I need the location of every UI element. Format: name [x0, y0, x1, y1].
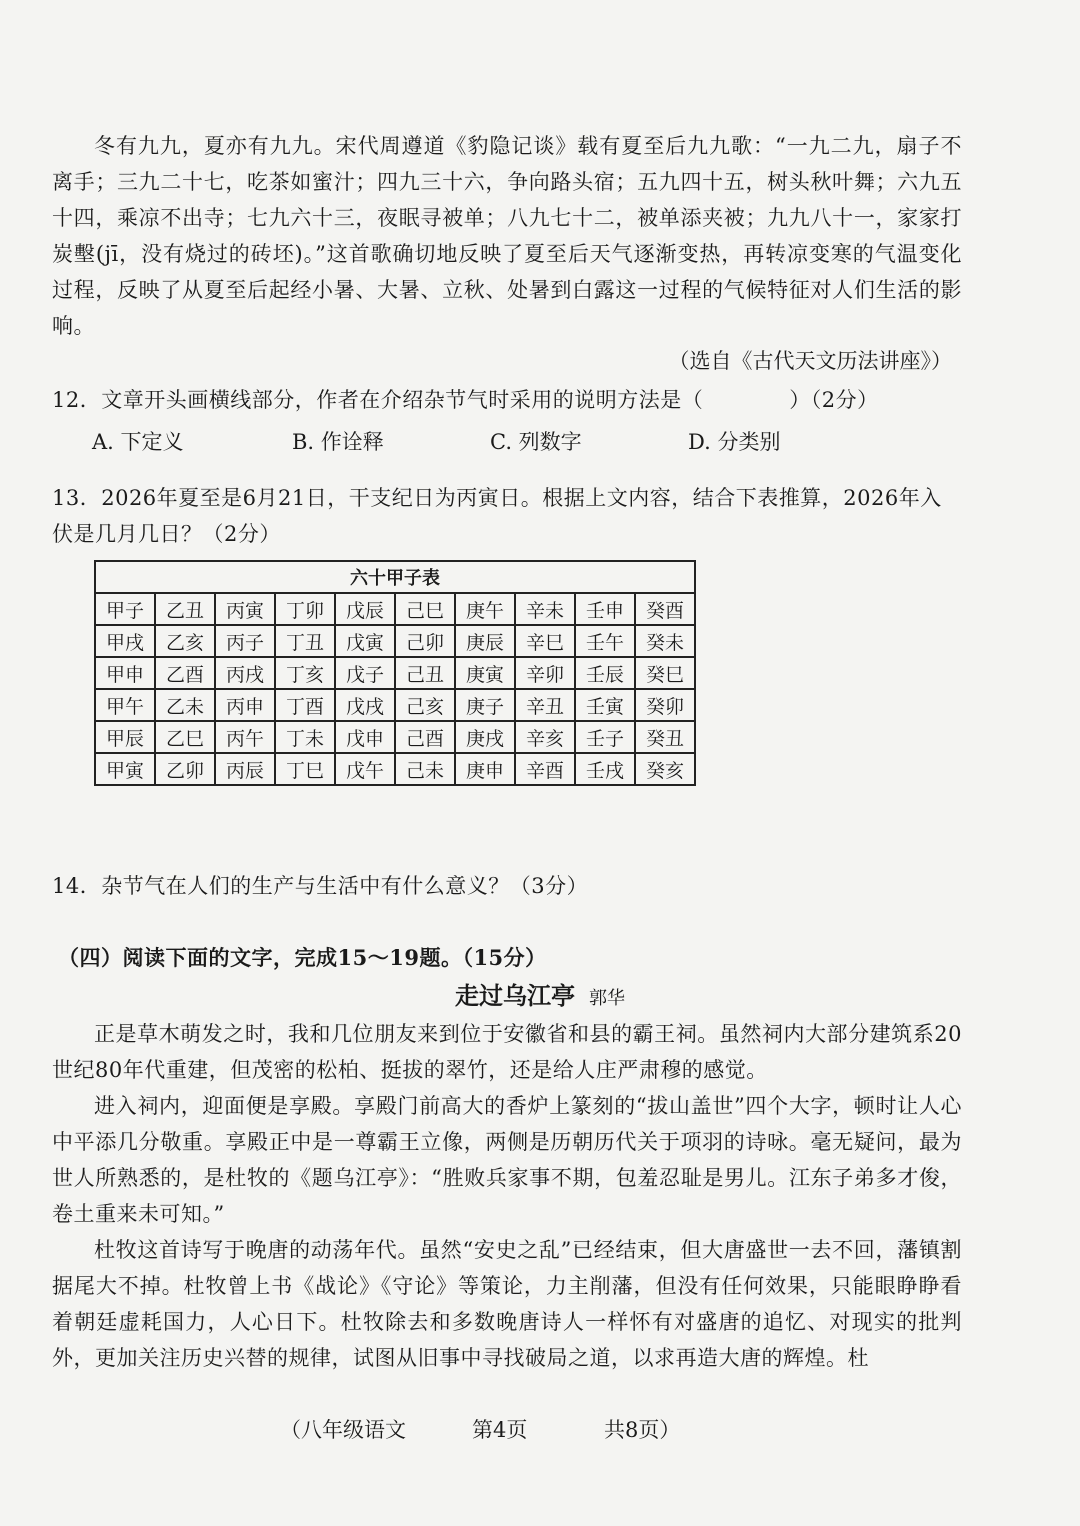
table-cell: 癸卯 — [635, 689, 695, 721]
table-cell: 乙酉 — [155, 657, 215, 689]
top-paragraph: 冬有九九，夏亦有九九。宋代周遵道《豹隐记谈》载有夏至后九九歌：“一九二九，扇子不离手；三九二十七，吃茶如蜜汁；四九三十六，争向路头宿；五九四十五，树头秋叶舞；六九五十四，乘凉不出寺；七九六十三，夜眠寻被单；八九七十二，被单添夹被；九九八十一，家家打炭墼(jī，没有烧过的砖坯)。”这首歌确切地反映了夏至后天气逐渐变热，再转凉变寒的气温变化过程，反映了从夏至后起经小暑、大暑、立秋、处暑到白露这一过程的气候特征对人们生活的影响。 — [52, 134, 962, 338]
article-paragraph: 杜牧这首诗写于晚唐的动荡年代。虽然“安史之乱”已经结束，但大唐盛世一去不回，藩镇割据尾大不掉。杜牧曾上书《战论》《守论》等策论，力主削藩，但没有任何效果，只能眼睁睁看着朝廷虚耗国力，人心日下。杜牧除去和多数晚唐诗人一样怀有对盛唐的追忆、对现实的批判外，更加关注历史兴替的规律，试图从旧事中寻找破局之道，以求再造大唐的辉煌。杜 — [52, 1238, 962, 1370]
table-cell: 乙丑 — [155, 593, 215, 625]
table-cell: 辛巳 — [515, 625, 575, 657]
table-cell: 甲午 — [95, 689, 155, 721]
table-cell: 己丑 — [395, 657, 455, 689]
footer-subject: （八年级语文 — [280, 1418, 406, 1442]
table-cell: 乙卯 — [155, 753, 215, 785]
table-cell: 己巳 — [395, 593, 455, 625]
sexagenary-cycle-table — [94, 560, 696, 786]
table-cell: 丙寅 — [215, 593, 275, 625]
table-cell: 己未 — [395, 753, 455, 785]
table-cell: 乙巳 — [155, 721, 215, 753]
table-cell: 丁未 — [275, 721, 335, 753]
table-cell: 丁酉 — [275, 689, 335, 721]
footer-total-pages: 共8页） — [604, 1418, 681, 1442]
question-13: 13．2026年夏至是6月21日，干支纪日为丙寅日。根据上文内容，结合下表推算，2026年入伏是几月几日？（2分） — [52, 486, 942, 546]
table-cell: 壬寅 — [575, 689, 635, 721]
table-cell: 丁丑 — [275, 625, 335, 657]
table-cell: 癸巳 — [635, 657, 695, 689]
section-4-heading: （四）阅读下面的文字，完成15～19题。（15分） — [58, 945, 547, 970]
article-title-line — [0, 976, 1080, 1011]
table-cell: 戊辰 — [335, 593, 395, 625]
table-row — [95, 721, 695, 753]
question-12-options — [92, 426, 812, 460]
question-14: 14．杂节气在人们的生产与生活中有什么意义？（3分） — [52, 874, 589, 898]
table-cell: 庚寅 — [455, 657, 515, 689]
table-cell: 癸丑 — [635, 721, 695, 753]
table-cell: 丁亥 — [275, 657, 335, 689]
table-cell: 甲辰 — [95, 721, 155, 753]
table-cell: 丙午 — [215, 721, 275, 753]
table-cell: 庚申 — [455, 753, 515, 785]
option-c: C. 列数字 — [490, 430, 582, 454]
table-cell: 戊子 — [335, 657, 395, 689]
table-cell: 庚辰 — [455, 625, 515, 657]
table-row — [95, 689, 695, 721]
table-cell: 壬戌 — [575, 753, 635, 785]
table-cell: 壬辰 — [575, 657, 635, 689]
table-row — [95, 753, 695, 785]
table-cell: 庚子 — [455, 689, 515, 721]
table-cell: 庚戌 — [455, 721, 515, 753]
table-cell: 戊戌 — [335, 689, 395, 721]
table-cell: 辛亥 — [515, 721, 575, 753]
table-cell: 壬子 — [575, 721, 635, 753]
table-cell: 辛未 — [515, 593, 575, 625]
table-cell: 癸亥 — [635, 753, 695, 785]
table-cell: 丙辰 — [215, 753, 275, 785]
table-row — [95, 657, 695, 689]
table-cell: 丙子 — [215, 625, 275, 657]
option-d: D. 分类别 — [688, 430, 781, 454]
source-citation: （选自《古代天文历法讲座》） — [668, 349, 952, 373]
footer-page-number: 第4页 — [472, 1418, 528, 1442]
article-paragraph: 正是草木萌发之时，我和几位朋友来到位于安徽省和县的霸王祠。虽然祠内大部分建筑系20世纪80年代重建，但茂密的松柏、挺拔的翠竹，还是给人庄严肃穆的感觉。 — [52, 1022, 962, 1082]
table-cell: 丁巳 — [275, 753, 335, 785]
table-cell: 癸未 — [635, 625, 695, 657]
table-title: 六十甲子表 — [95, 561, 695, 593]
table-cell: 癸酉 — [635, 593, 695, 625]
table-cell: 乙亥 — [155, 625, 215, 657]
table-cell: 丁卯 — [275, 593, 335, 625]
table-cell: 丙申 — [215, 689, 275, 721]
option-b: B. 作诠释 — [292, 430, 384, 454]
table-cell: 甲申 — [95, 657, 155, 689]
table-cell: 壬午 — [575, 625, 635, 657]
table-cell: 壬申 — [575, 593, 635, 625]
table-cell: 乙未 — [155, 689, 215, 721]
table-cell: 戊寅 — [335, 625, 395, 657]
table-cell: 己酉 — [395, 721, 455, 753]
article-paragraph: 进入祠内，迎面便是享殿。享殿门前高大的香炉上篆刻的“拔山盖世”四个大字，顿时让人心中平添几分敬重。享殿正中是一尊霸王立像，两侧是历朝历代关于项羽的诗咏。毫无疑问，最为世人所熟悉的，是杜牧的《题乌江亭》：“胜败兵家事不期，包羞忍耻是男儿。江东子弟多才俊，卷土重来未可知。” — [52, 1094, 962, 1226]
article-title: 走过乌江亭 — [455, 982, 575, 1010]
table-cell: 己亥 — [395, 689, 455, 721]
option-a: A. 下定义 — [92, 430, 184, 454]
table-row — [95, 593, 695, 625]
table-cell: 甲寅 — [95, 753, 155, 785]
table-cell: 丙戌 — [215, 657, 275, 689]
question-12: 12．文章开头画横线部分，作者在介绍杂节气时采用的说明方法是（ ）（2分） — [52, 388, 879, 412]
table-cell: 辛卯 — [515, 657, 575, 689]
table-cell: 甲戌 — [95, 625, 155, 657]
article-author: 郭华 — [589, 988, 625, 1009]
table-cell: 戊申 — [335, 721, 395, 753]
table-cell: 甲子 — [95, 593, 155, 625]
table-cell: 辛丑 — [515, 689, 575, 721]
table-cell: 庚午 — [455, 593, 515, 625]
table-cell: 辛酉 — [515, 753, 575, 785]
table-cell: 戊午 — [335, 753, 395, 785]
table-cell: 己卯 — [395, 625, 455, 657]
table-row — [95, 625, 695, 657]
